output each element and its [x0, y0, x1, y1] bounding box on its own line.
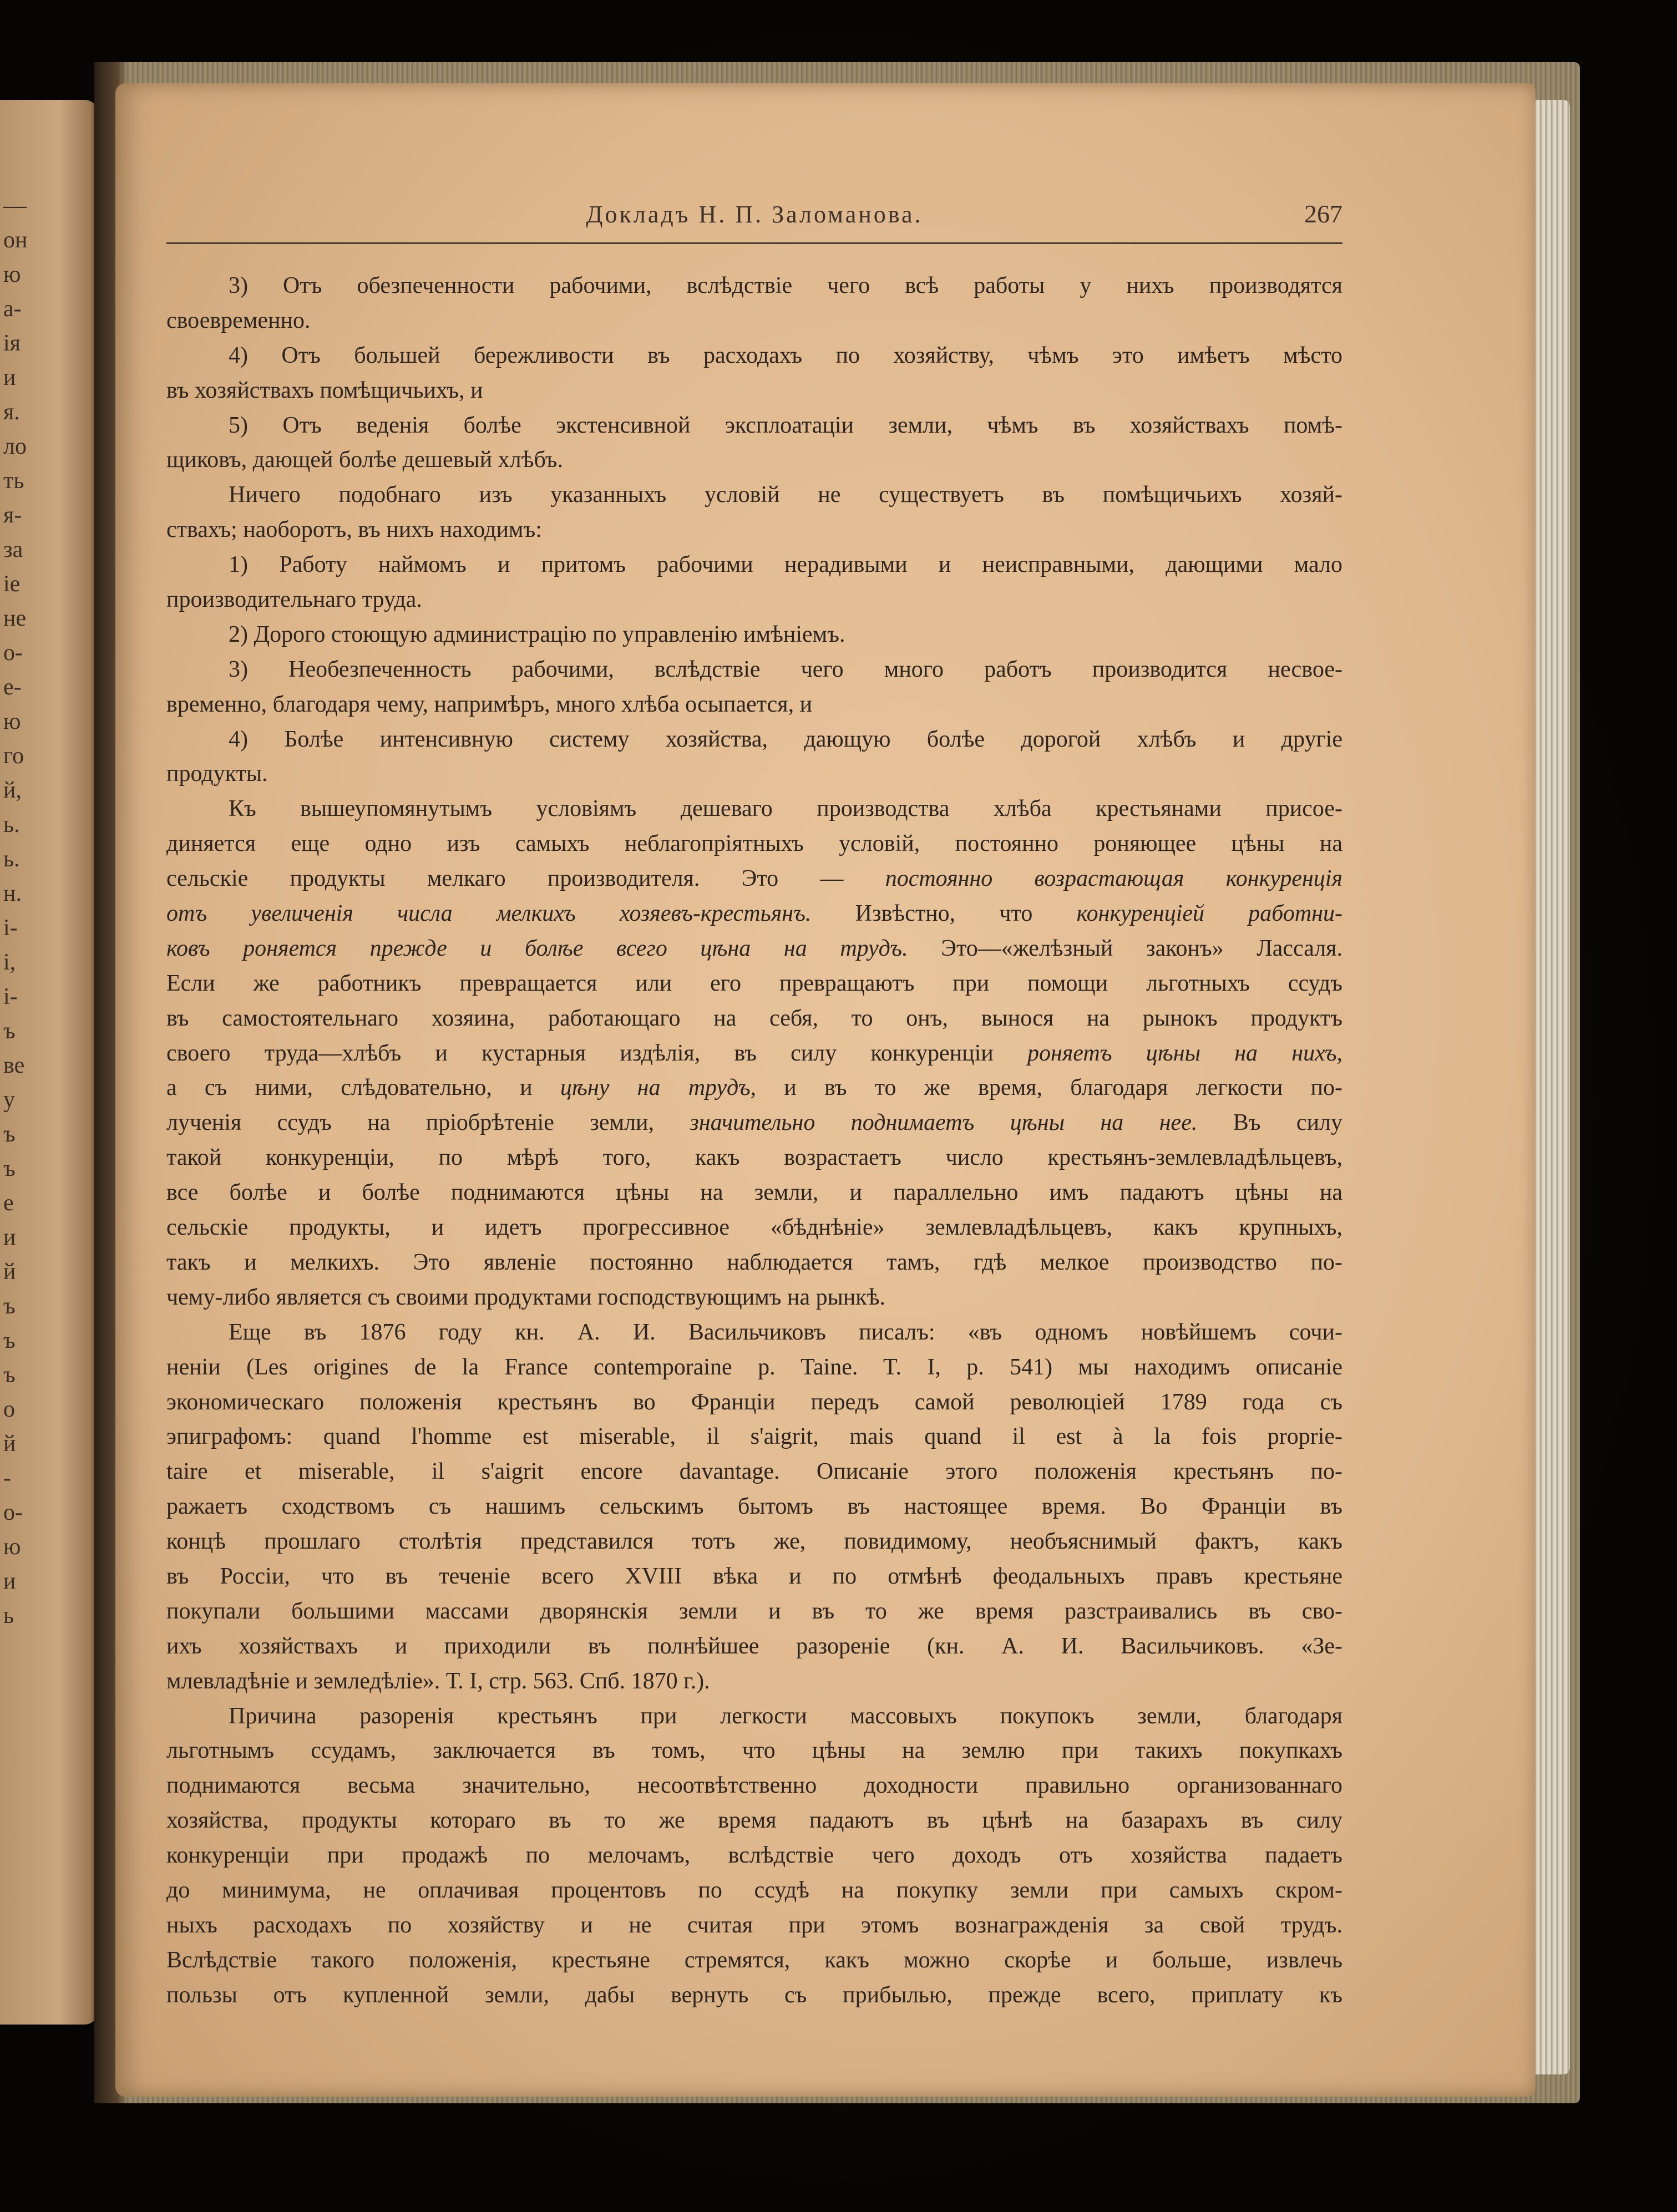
- text-line: [166, 896, 1342, 931]
- facing-page-fragment: ве: [3, 1053, 25, 1078]
- text-line: [166, 722, 1342, 757]
- text-run: ствахъ; наоборотъ, въ нихъ находимъ:: [166, 517, 542, 543]
- text-run: производительнаго труда.: [166, 587, 422, 613]
- text-line: [166, 966, 1342, 1001]
- text-run: а съ ними, слѣдовательно, и: [166, 1075, 560, 1101]
- facing-page-fragment: -: [3, 1465, 11, 1491]
- facing-page-fragment: ъ: [3, 1293, 16, 1319]
- text-run: Къ вышеупомянутымъ условіямъ дешеваго производства хлѣба крестьянами присое-: [229, 796, 1342, 822]
- text-run: taire et miserable, il s'aigrit encore davantage. Описаніе этого положенія крестьянъ по-: [166, 1459, 1342, 1485]
- text-line: [166, 1454, 1342, 1489]
- text-run: эпиграфомъ: quand l'homme est miserable, il s'aigrit, mais quand il est à la fois proprie-: [166, 1424, 1342, 1450]
- facing-page-fragment: ь.: [3, 846, 20, 872]
- text-run: въ самостоятельнаго хозяина, работающаго на себя, то онъ, вынося на рынокъ продуктъ: [166, 1005, 1342, 1031]
- text-line: [166, 1245, 1342, 1280]
- text-run: экономическаго положенія крестьянъ во Франціи передъ самой революціей 1789 года съ: [166, 1389, 1342, 1415]
- text-run: 3) Отъ обезпеченности рабочими, вслѣдствіе чего всѣ работы у нихъ производятся: [229, 273, 1342, 298]
- text-line: [166, 617, 1342, 652]
- facing-page-text-fragments: [0, 100, 99, 2025]
- text-line: [166, 582, 1342, 617]
- text-line: [166, 792, 1342, 826]
- facing-page-fragment: и: [3, 1569, 16, 1594]
- facing-page-fragment: ъ: [3, 1122, 16, 1147]
- text-line: [166, 1768, 1342, 1803]
- text-line: [166, 1664, 1342, 1699]
- text-line: [166, 1559, 1342, 1594]
- facing-page-fragment: —: [3, 193, 27, 219]
- facing-page-fragment: ю: [3, 262, 21, 287]
- facing-page-fragment: е-: [3, 674, 22, 700]
- text-line: [166, 1175, 1342, 1210]
- facing-page-fragment: о-: [3, 1500, 23, 1525]
- facing-page-fragment: и: [3, 365, 16, 390]
- text-run: Если же работникъ превращается или его превращаютъ при помощи льготныхъ ссудъ: [166, 970, 1342, 996]
- facing-page-fragment: е: [3, 1190, 14, 1216]
- text-run: конкуренціи при продажѣ по мелочамъ, вслѣдствіе чего доходъ отъ хозяйства падаетъ: [166, 1843, 1342, 1869]
- facing-page-fragment: ь.: [3, 812, 20, 838]
- facing-page-fragment: ъ: [3, 1362, 16, 1388]
- facing-page-fragment: ъ: [3, 1328, 16, 1353]
- text-line: [166, 268, 1342, 303]
- text-line: [166, 1350, 1342, 1385]
- italic-text: значительно поднимаетъ цѣны на нее.: [690, 1110, 1198, 1136]
- text-run: все болѣе и болѣе поднимаются цѣны на земли, и параллельно имъ падаютъ цѣны на: [166, 1180, 1342, 1206]
- facing-page-fragment: й,: [3, 778, 22, 803]
- text-run: своевременно.: [166, 307, 311, 333]
- text-line: [166, 1733, 1342, 1768]
- facing-page-fragment: и: [3, 1225, 16, 1250]
- text-line: [166, 303, 1342, 338]
- italic-text: цѣну на трудъ,: [560, 1075, 756, 1101]
- text-run: диняется еще одно изъ самыхъ неблагопріятныхъ условій, постоянно роняющее цѣны на: [166, 831, 1342, 857]
- text-run: Въ силу: [1197, 1110, 1342, 1136]
- text-run: 2) Дорого стоющую администрацію по управленію имѣніемъ.: [229, 621, 845, 647]
- text-run: поднимаются весьма значительно, несоотвѣтственно доходности правильно организованнаго: [166, 1773, 1342, 1799]
- facing-page-fragment: ія: [3, 331, 21, 356]
- text-line: [166, 1978, 1342, 2013]
- text-run: 3) Необезпеченность рабочими, вслѣдствіе чего много работъ производится несвое-: [229, 656, 1342, 682]
- page-number: 267: [1304, 200, 1342, 228]
- text-line: [166, 757, 1342, 792]
- facing-page-fragment: і-: [3, 915, 18, 941]
- running-head: Докладъ Н. П. Заломанова.: [586, 201, 923, 228]
- text-line: [166, 1873, 1342, 1908]
- text-line: [166, 861, 1342, 896]
- text-line: [166, 478, 1342, 513]
- text-line: [166, 338, 1342, 373]
- text-line: [166, 1036, 1342, 1071]
- facing-page-fragment: і-: [3, 984, 18, 1009]
- text-line: [166, 513, 1342, 547]
- text-line: [166, 1524, 1342, 1559]
- facing-page-fragment: он: [3, 227, 28, 253]
- facing-page-fragment: ю: [3, 1534, 21, 1560]
- text-line: [166, 1385, 1342, 1420]
- text-line: [166, 1908, 1342, 1943]
- text-run: такой конкуренціи, по мѣрѣ того, какъ возрастаетъ число крестьянъ-землевладѣльцевъ,: [166, 1145, 1342, 1171]
- facing-page-fragment: го: [3, 743, 24, 769]
- facing-page-fragment: й: [3, 1259, 16, 1285]
- text-run: лученія ссудъ на пріобрѣтеніе земли,: [166, 1110, 690, 1136]
- text-run: въ Россіи, что въ теченіе всего XVIII вѣка и по отмѣнѣ феодальныхъ правъ крестьяне: [166, 1563, 1342, 1589]
- facing-page-fragment: ъ: [3, 1156, 16, 1181]
- text-run: сельскіе продукты, и идетъ прогрессивное «бѣднѣніе» землевладѣльцевъ, какъ крупныхъ,: [166, 1215, 1342, 1241]
- facing-page-fragment: ю: [3, 709, 21, 734]
- text-line: [166, 1001, 1342, 1036]
- facing-page-fragment: ъ: [3, 1018, 16, 1044]
- text-run: щиковъ, дающей болѣе дешевый хлѣбъ.: [166, 447, 563, 473]
- italic-text: ковъ роняется прежде и болѣе всего цѣна на трудъ.: [166, 935, 908, 961]
- facing-page-fragment: у: [3, 1087, 15, 1113]
- text-line: [166, 373, 1342, 408]
- text-line: [166, 826, 1342, 861]
- text-run: Еще въ 1876 году кн. А. И. Васильчиковъ писалъ: «въ одномъ новѣйшемъ сочи-: [229, 1319, 1342, 1345]
- italic-text: роняетъ цѣны на нихъ,: [1027, 1040, 1342, 1066]
- facing-page-fragment: за: [3, 537, 23, 562]
- facing-page-fragment: а-: [3, 296, 22, 322]
- facing-page-fragment: і,: [3, 950, 16, 975]
- text-run: ражаетъ сходствомъ съ нашимъ сельскимъ бытомъ въ настоящее время. Во Франціи въ: [166, 1494, 1342, 1520]
- text-line: [166, 1838, 1342, 1873]
- text-run: Причина разоренія крестьянъ при легкости массовыхъ покупокъ земли, благодаря: [229, 1703, 1342, 1729]
- text-line: [166, 1280, 1342, 1315]
- text-run: пользы отъ купленной земли, дабы вернуть съ прибылью, прежде всего, приплату къ: [166, 1982, 1342, 2008]
- text-line: [166, 1105, 1342, 1140]
- text-line: [166, 443, 1342, 478]
- italic-text: отъ увеличенія числа мелкихъ хозяевъ-крестьянъ.: [166, 901, 812, 927]
- italic-text: конкуренціей работни-: [1076, 901, 1342, 927]
- text-run: ихъ хозяйствахъ и приходили въ полнѣйшее разореніе (кн. А. И. Васильчиковъ. «Зе-: [166, 1633, 1342, 1659]
- facing-page-fragment: о-: [3, 640, 23, 666]
- text-run: ныхъ расходахъ по хозяйству и не считая при этомъ вознагражденія за свой трудъ.: [166, 1912, 1342, 1938]
- text-run: своего труда—хлѣбъ и кустарныя издѣлія, въ силу конкуренціи: [166, 1040, 1027, 1066]
- facing-page-fragment: ло: [3, 434, 27, 459]
- text-line: [166, 1489, 1342, 1524]
- facing-page-fragment: о: [3, 1397, 15, 1422]
- text-line: [166, 931, 1342, 966]
- text-line: [166, 1594, 1342, 1629]
- text-run: и въ то же время, благодаря легкости по-: [756, 1075, 1342, 1101]
- text-run: млевладѣніе и земледѣліе». Т. I, стр. 563. Спб. 1870 г.).: [166, 1668, 710, 1694]
- text-line: [166, 1210, 1342, 1245]
- text-run: Извѣстно, что: [811, 901, 1077, 927]
- text-run: сельскіе продукты мелкаго производителя. Это —: [166, 866, 885, 892]
- text-line: [166, 1140, 1342, 1175]
- text-run: продукты.: [166, 761, 268, 787]
- facing-page-fragment: іе: [3, 571, 21, 597]
- text-run: 4) Болѣе интенсивную систему хозяйства, дающую болѣе дорогой хлѣбъ и другіе: [229, 726, 1342, 752]
- text-run: чему-либо является съ своими продуктами господствующимъ на рынкѣ.: [166, 1284, 886, 1310]
- text-run: 4) Отъ большей бережливости въ расходахъ по хозяйству, чѣмъ это имѣетъ мѣсто: [229, 342, 1342, 368]
- text-line: [166, 408, 1342, 443]
- text-run: Это—«желѣзный законъ» Лассаля.: [908, 935, 1342, 961]
- facing-page-fragment: я.: [3, 399, 20, 425]
- text-run: 5) Отъ веденія болѣе экстенсивной эксплоатаціи земли, чѣмъ въ хозяйствахъ помѣ-: [229, 412, 1342, 438]
- header-rule: [166, 242, 1342, 244]
- text-line: [166, 1071, 1342, 1105]
- facing-page-fragment: я-: [3, 503, 22, 528]
- italic-text: постоянно возрастающая конкуренція: [885, 866, 1342, 892]
- text-run: неніи (Les origines de la France contemporaine p. Taine. T. I, p. 541) мы находимъ описаніе: [166, 1354, 1342, 1380]
- text-run: концѣ прошлаго столѣтія представился тотъ же, повидимому, необъяснимый фактъ, какъ: [166, 1529, 1342, 1555]
- text-run: Вслѣдствіе такого положенія, крестьяне стремятся, какъ можно скорѣе и больше, извлечь: [166, 1947, 1342, 1973]
- text-line: [166, 1315, 1342, 1350]
- text-line: [166, 687, 1342, 722]
- text-run: временно, благодаря чему, напримѣръ, много хлѣба осыпается, и: [166, 691, 813, 717]
- facing-page-fragment: ть: [3, 468, 24, 494]
- text-run: Ничего подобнаго изъ указанныхъ условій не существуетъ въ помѣщичьихъ хозяй-: [229, 482, 1342, 508]
- facing-page-fragment: н.: [3, 881, 22, 906]
- text-run: 1) Работу наймомъ и притомъ рабочими нерадивыми и неисправными, дающими мало: [229, 552, 1342, 578]
- text-run: такъ и мелкихъ. Это явленіе постоянно наблюдается тамъ, гдѣ мелкое производство по-: [166, 1249, 1342, 1275]
- facing-page-fragment: ь: [3, 1603, 14, 1628]
- text-run: въ хозяйствахъ помѣщичьихъ, и: [166, 377, 483, 403]
- text-run: льготнымъ ссудамъ, заключается въ томъ, что цѣны на землю при такихъ покупкахъ: [166, 1738, 1342, 1764]
- text-line: [166, 652, 1342, 687]
- text-run: хозяйства, продукты котораго въ то же время падаютъ въ цѣнѣ на базарахъ въ силу: [166, 1808, 1342, 1834]
- text-line: [166, 1943, 1342, 1978]
- text-run: покупали большими массами дворянскія земли и въ то же время разстраивались въ сво-: [166, 1598, 1342, 1624]
- page-header: [166, 197, 1342, 241]
- text-line: [166, 547, 1342, 582]
- text-line: [166, 1699, 1342, 1734]
- body-text: [166, 268, 1342, 2013]
- text-line: [166, 1803, 1342, 1838]
- text-line: [166, 1629, 1342, 1664]
- text-line: [166, 1419, 1342, 1454]
- facing-page-fragment: не: [3, 606, 27, 631]
- facing-page-fragment: й: [3, 1431, 16, 1457]
- text-run: до минимума, не оплачивая процентовъ по ссудѣ на покупку земли при самыхъ скром-: [166, 1877, 1342, 1903]
